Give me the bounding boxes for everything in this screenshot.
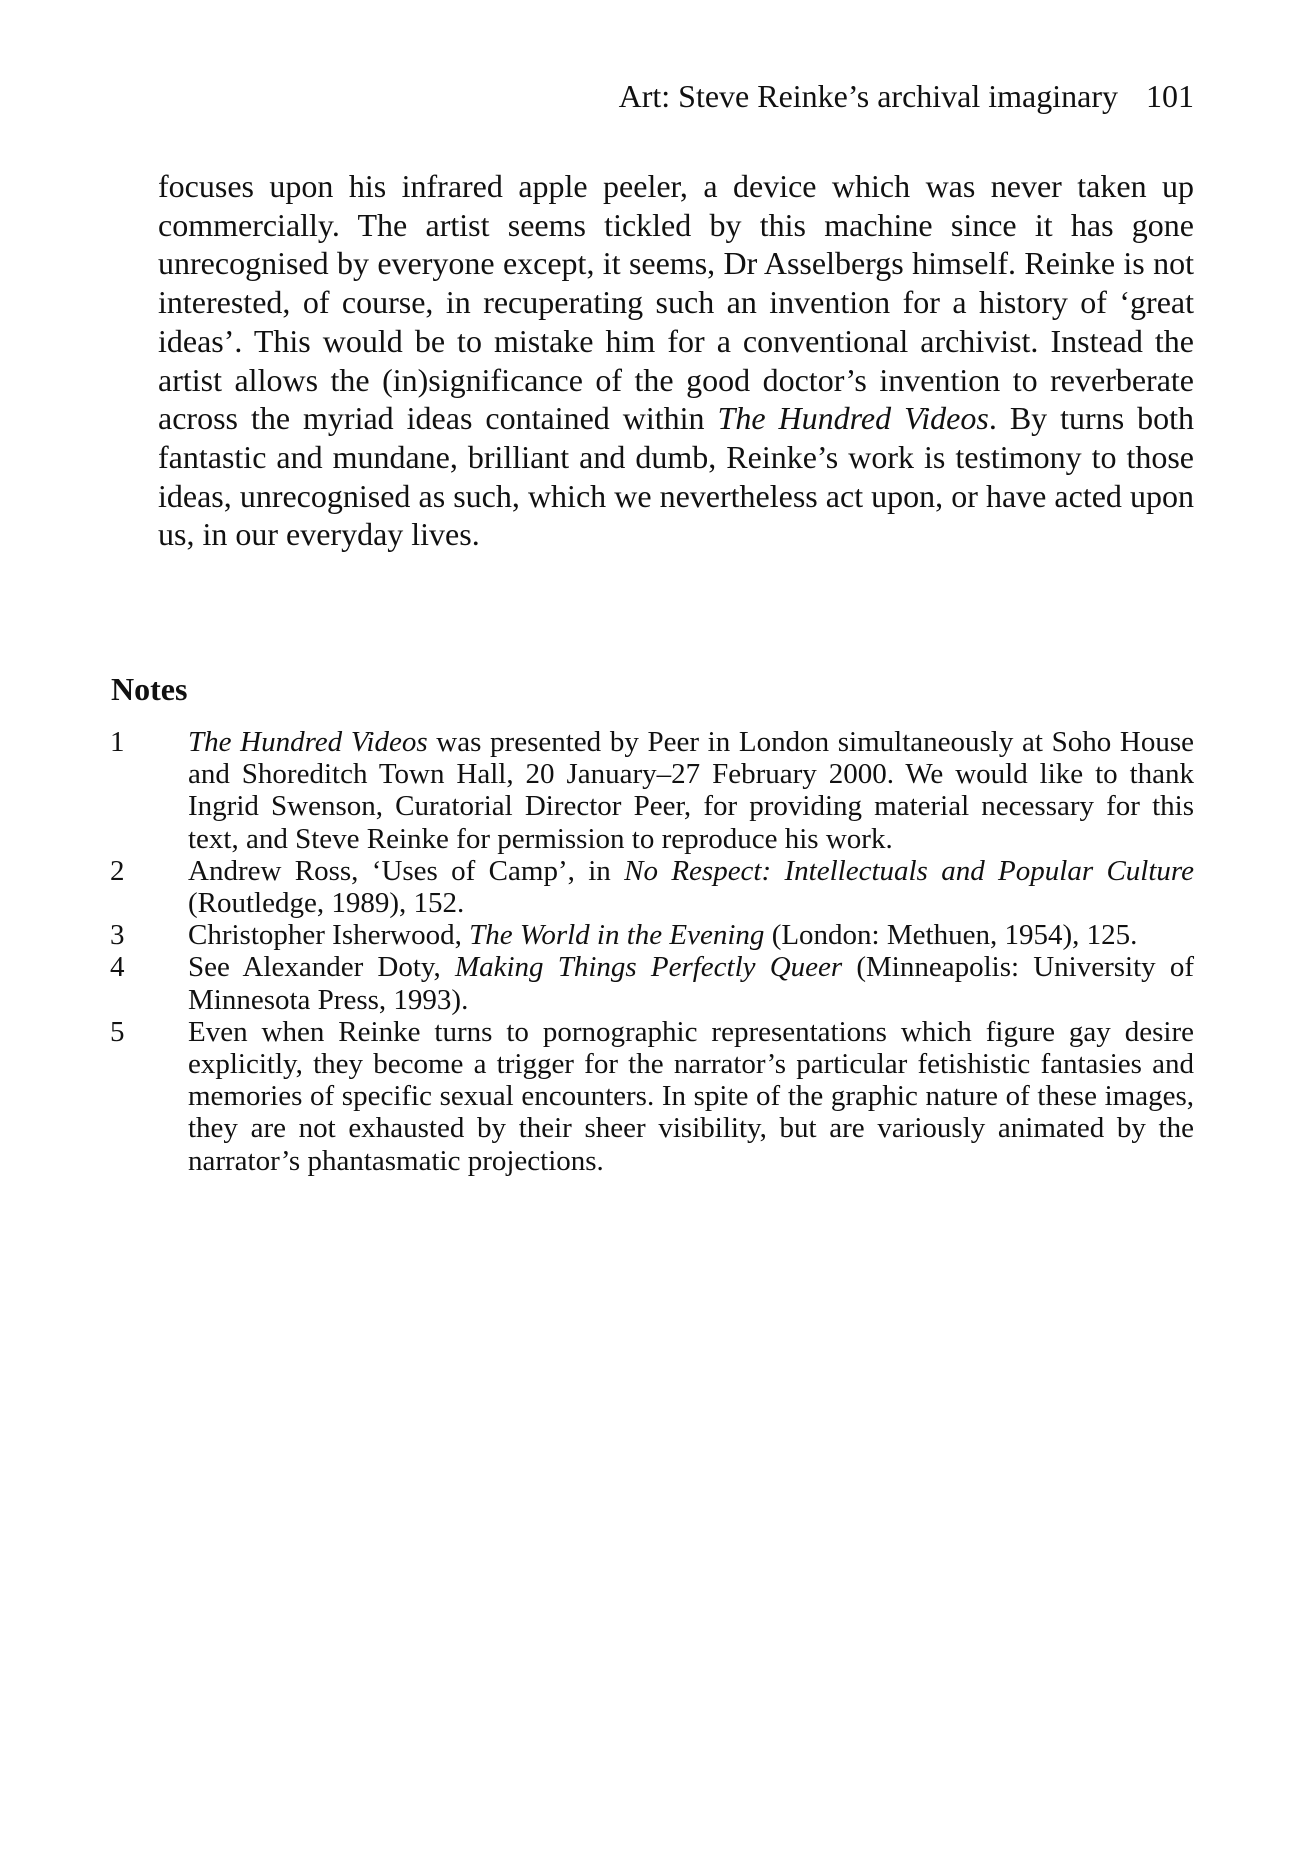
note-work-title: The Hundred Videos <box>188 726 428 758</box>
note-4 <box>108 951 1194 1015</box>
running-head <box>619 76 1194 116</box>
note-3 <box>108 919 1194 951</box>
note-text: Even when Reinke turns to pornographic representations which figure gay desire explicitly, they become a trigger for the narrator’s particular fetishistic fantasies and memories of specific sexual encounters. In spite of the graphic nature of these images, they are not exhausted by their sheer visibility, but are variously animated by the narrator’s phantasmatic projections. <box>188 1015 1194 1177</box>
note-text: See Alexander Doty, <box>188 951 455 984</box>
note-work-title: The World in the Evening <box>469 919 765 952</box>
note-text: (London: Methuen, 1954), 125. <box>764 919 1138 952</box>
note-number: 1 <box>110 726 125 758</box>
notes-list <box>108 726 1194 1177</box>
note-number: 2 <box>110 854 125 887</box>
note-5 <box>108 1016 1194 1177</box>
note-text: Andrew Ross, ‘Uses of Camp’, in <box>188 854 625 887</box>
note-number: 4 <box>110 951 125 984</box>
note-text: was presented by Peer in London simultaneously at Soho House and Shoreditch Town Hall, 20 January–27 February 2000. We would like to thank Ingrid Swenson, Curatorial Director Peer, for providing material necessary for this text, and Steve Reinke for permission to reproduce his work. <box>188 726 1194 855</box>
note-work-title: No Respect: Intellectuals and Popular Culture <box>624 854 1194 887</box>
notes-heading: Notes <box>111 671 188 707</box>
note-text: Christopher Isherwood, <box>188 919 470 952</box>
note-number: 3 <box>110 919 125 952</box>
note-number: 5 <box>110 1015 125 1048</box>
body-paragraph <box>158 167 1194 554</box>
note-2 <box>108 855 1194 919</box>
work-title: The Hundred Videos <box>717 400 989 437</box>
body-text-part-1: focuses upon his infrared apple peeler, a device which was never taken up commercially. The artist seems tickled by this machine since it has gone unrecognised by everyone except, it seems, Dr Asselbergs himself. Reinke is not interested, of course, in recuperating such an invention for a history of ‘great ideas’. This would be to mistake him for a conventional archivist. Instead the artist allows the (in)significance of the good doctor’s invention to reverberate across the myriad ideas contained within <box>158 168 1194 437</box>
note-text: (Minneapolis: University of Minnesota Press, 1993). <box>188 951 1194 1016</box>
note-work-title: Making Things Perfectly Queer <box>454 951 843 984</box>
note-1 <box>108 726 1194 855</box>
body-text-part-2: . By turns both fantastic and mundane, brilliant and dumb, Reinke’s work is testimony to those ideas, unrecognised as such, which we nevertheless act upon, or have acted upon us, in our everyday lives. <box>158 400 1195 553</box>
note-text: (Routledge, 1989), 152. <box>188 887 465 920</box>
page-number: 101 <box>1146 78 1194 114</box>
running-head-title: Art: Steve Reinke’s archival imaginary <box>618 78 1118 114</box>
